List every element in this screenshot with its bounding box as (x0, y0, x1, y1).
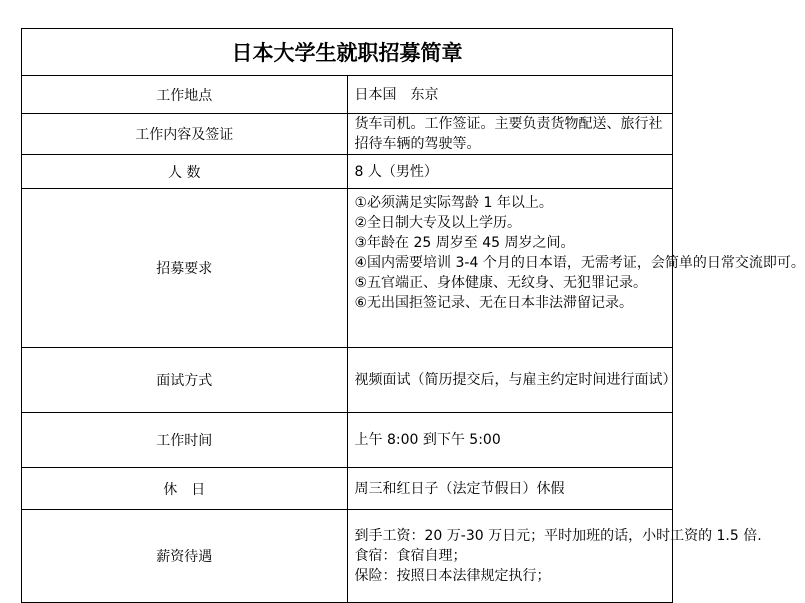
salary-item: 保险：按照日本法律规定执行； (354, 568, 551, 584)
location-value: 日本国 东京 (347, 76, 673, 114)
headcount-value: 8 人（男性） (347, 155, 673, 189)
recruitment-table (21, 28, 805, 603)
row-content (22, 114, 673, 155)
salary-item: 食宿：食宿自理； (354, 548, 467, 564)
interview-label: 面试方式 (22, 348, 348, 413)
row-hours (22, 413, 673, 468)
salary-label: 薪资待遇 (22, 510, 348, 603)
requirement-item: ⑤五官端正、身体健康、无纹身、无犯罪记录。 (354, 275, 648, 291)
row-location (22, 76, 673, 114)
row-holiday (22, 468, 673, 510)
row-interview (22, 348, 673, 413)
holiday-label: 休 日 (22, 468, 348, 510)
row-headcount (22, 155, 673, 189)
salary-value (347, 510, 762, 603)
hours-value: 上午 8:00 到下午 5:00 (347, 413, 673, 468)
holiday-value: 周三和红日子（法定节假日）休假 (347, 468, 673, 510)
content-value: 货车司机。工作签证。主要负责货物配送、旅行社招待车辆的驾驶等。 (347, 114, 673, 155)
headcount-label: 人 数 (22, 155, 348, 189)
requirement-item: ②全日制大专及以上学历。 (354, 215, 522, 231)
requirements-label: 招募要求 (22, 189, 348, 348)
title-row (22, 29, 673, 76)
hours-label: 工作时间 (22, 413, 348, 468)
salary-item: 到手工资：20 万-30 万日元；平时加班的话，小时工资的 1.5 倍. (354, 528, 762, 544)
requirement-item: ①必须满足实际驾龄 1 年以上。 (354, 195, 553, 211)
requirement-item: ④国内需要培训 3-4 个月的日本语，无需考证，会简单的日常交流即可。 (354, 255, 805, 271)
page-title: 日本大学生就职招募简章 (22, 29, 673, 76)
row-requirements (22, 189, 673, 348)
row-salary (22, 510, 673, 603)
requirement-item: ③年龄在 25 周岁至 45 周岁之间。 (354, 235, 575, 251)
requirement-item: ⑥无出国拒签记录、无在日本非法滞留记录。 (354, 295, 634, 311)
requirements-value (347, 189, 805, 348)
location-label: 工作地点 (22, 76, 348, 114)
content-label: 工作内容及签证 (22, 114, 348, 155)
interview-value: 视频面试（简历提交后，与雇主约定时间进行面试） (347, 348, 673, 413)
